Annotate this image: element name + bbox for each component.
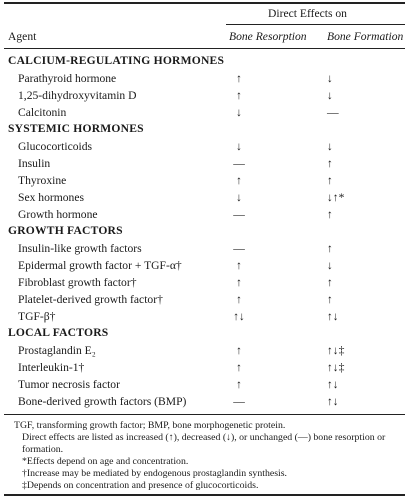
agent-name: Tumor necrosis factor <box>18 378 120 391</box>
resorption-effect: ↑ <box>236 361 242 374</box>
direct-effects-header: Direct Effects on <box>268 7 347 20</box>
resorption-effect: ↑ <box>236 259 242 272</box>
agent-name: Thyroxine <box>18 174 67 187</box>
formation-effect: ↓↑* <box>327 191 345 204</box>
bottom-rule <box>4 494 405 496</box>
formation-effect: ↑ <box>327 157 333 170</box>
formation-effect: ↑ <box>327 208 333 221</box>
top-rule <box>4 2 405 4</box>
header-rule <box>4 48 405 49</box>
footnote-dagger: †Increase may be mediated by endogenous prostaglandin synthesis. <box>22 468 287 479</box>
resorption-effect: — <box>233 208 245 221</box>
agent-name: Growth hormone <box>18 208 98 221</box>
agent-name: Sex hormones <box>18 191 85 204</box>
agent-name: Calcitonin <box>18 106 67 119</box>
agent-name: Insulin <box>18 157 51 170</box>
formation-effect: ↑↓ <box>327 378 339 391</box>
resorption-effect: ↑ <box>236 89 242 102</box>
group-title: CALCIUM-REGULATING HORMONES <box>8 54 225 67</box>
agent-name: Parathyroid hormone <box>18 72 117 85</box>
formation-effect: — <box>327 106 339 119</box>
group-title: LOCAL FACTORS <box>8 326 109 339</box>
agent-name: Fibroblast growth factor† <box>18 276 137 289</box>
footnote-double-dagger: ‡Depends on concentration and presence of glucocorticoids. <box>22 480 259 491</box>
agent-name: Prostaglandin E₂ <box>18 344 96 357</box>
bone-formation-header: Bone Formation <box>327 30 404 43</box>
group-title: SYSTEMIC HORMONES <box>8 122 144 135</box>
bone-resorption-header: Bone Resorption <box>229 30 307 43</box>
agent-name: Platelet-derived growth factor† <box>18 293 163 306</box>
formation-effect: ↑ <box>327 174 333 187</box>
agent-name: 1,25-dihydroxyvitamin D <box>18 89 137 102</box>
formation-effect: ↑↓‡ <box>327 344 345 357</box>
resorption-effect: — <box>233 395 245 408</box>
formation-effect: ↓ <box>327 89 333 102</box>
agent-name: Epidermal growth factor + TGF-α† <box>18 259 182 272</box>
formation-effect: ↑↓ <box>327 395 339 408</box>
formation-effect: ↓ <box>327 259 333 272</box>
resorption-effect: ↓ <box>236 106 242 119</box>
footnote-abbreviations: TGF, transforming growth factor; BMP, bone morphogenetic protein. <box>14 420 286 431</box>
formation-effect: ↑ <box>327 242 333 255</box>
resorption-effect: — <box>233 242 245 255</box>
resorption-effect: ↑ <box>236 72 242 85</box>
resorption-effect: ↓ <box>236 191 242 204</box>
header-subrule <box>226 24 405 25</box>
formation-effect: ↑↓ <box>327 310 339 323</box>
agent-name: Insulin-like growth factors <box>18 242 142 255</box>
agent-name: Glucocorticoids <box>18 140 93 153</box>
formation-effect: ↑ <box>327 293 333 306</box>
resorption-effect: — <box>233 157 245 170</box>
formation-effect: ↑ <box>327 276 333 289</box>
formation-effect: ↓ <box>327 72 333 85</box>
agent-name: TGF-β† <box>18 310 56 323</box>
resorption-effect: ↑ <box>236 174 242 187</box>
agent-name: Interleukin-1† <box>18 361 85 374</box>
resorption-effect: ↑↓ <box>233 310 245 323</box>
agent-column-header: Agent <box>8 30 37 43</box>
formation-effect: ↑↓‡ <box>327 361 345 374</box>
resorption-effect: ↑ <box>236 276 242 289</box>
footnote-legend: Direct effects are listed as increased (↑), decreased (↓), or unchanged (—) bone resorption or formation. <box>22 432 386 455</box>
resorption-effect: ↑ <box>236 293 242 306</box>
resorption-effect: ↑ <box>236 344 242 357</box>
resorption-effect: ↑ <box>236 378 242 391</box>
group-title: GROWTH FACTORS <box>8 224 123 237</box>
resorption-effect: ↓ <box>236 140 242 153</box>
footnote-asterisk: *Effects depend on age and concentration. <box>22 456 189 467</box>
formation-effect: ↓ <box>327 140 333 153</box>
footnotes <box>14 420 399 492</box>
agent-name: Bone-derived growth factors (BMP) <box>18 395 187 408</box>
table-bottom-rule <box>4 414 405 415</box>
